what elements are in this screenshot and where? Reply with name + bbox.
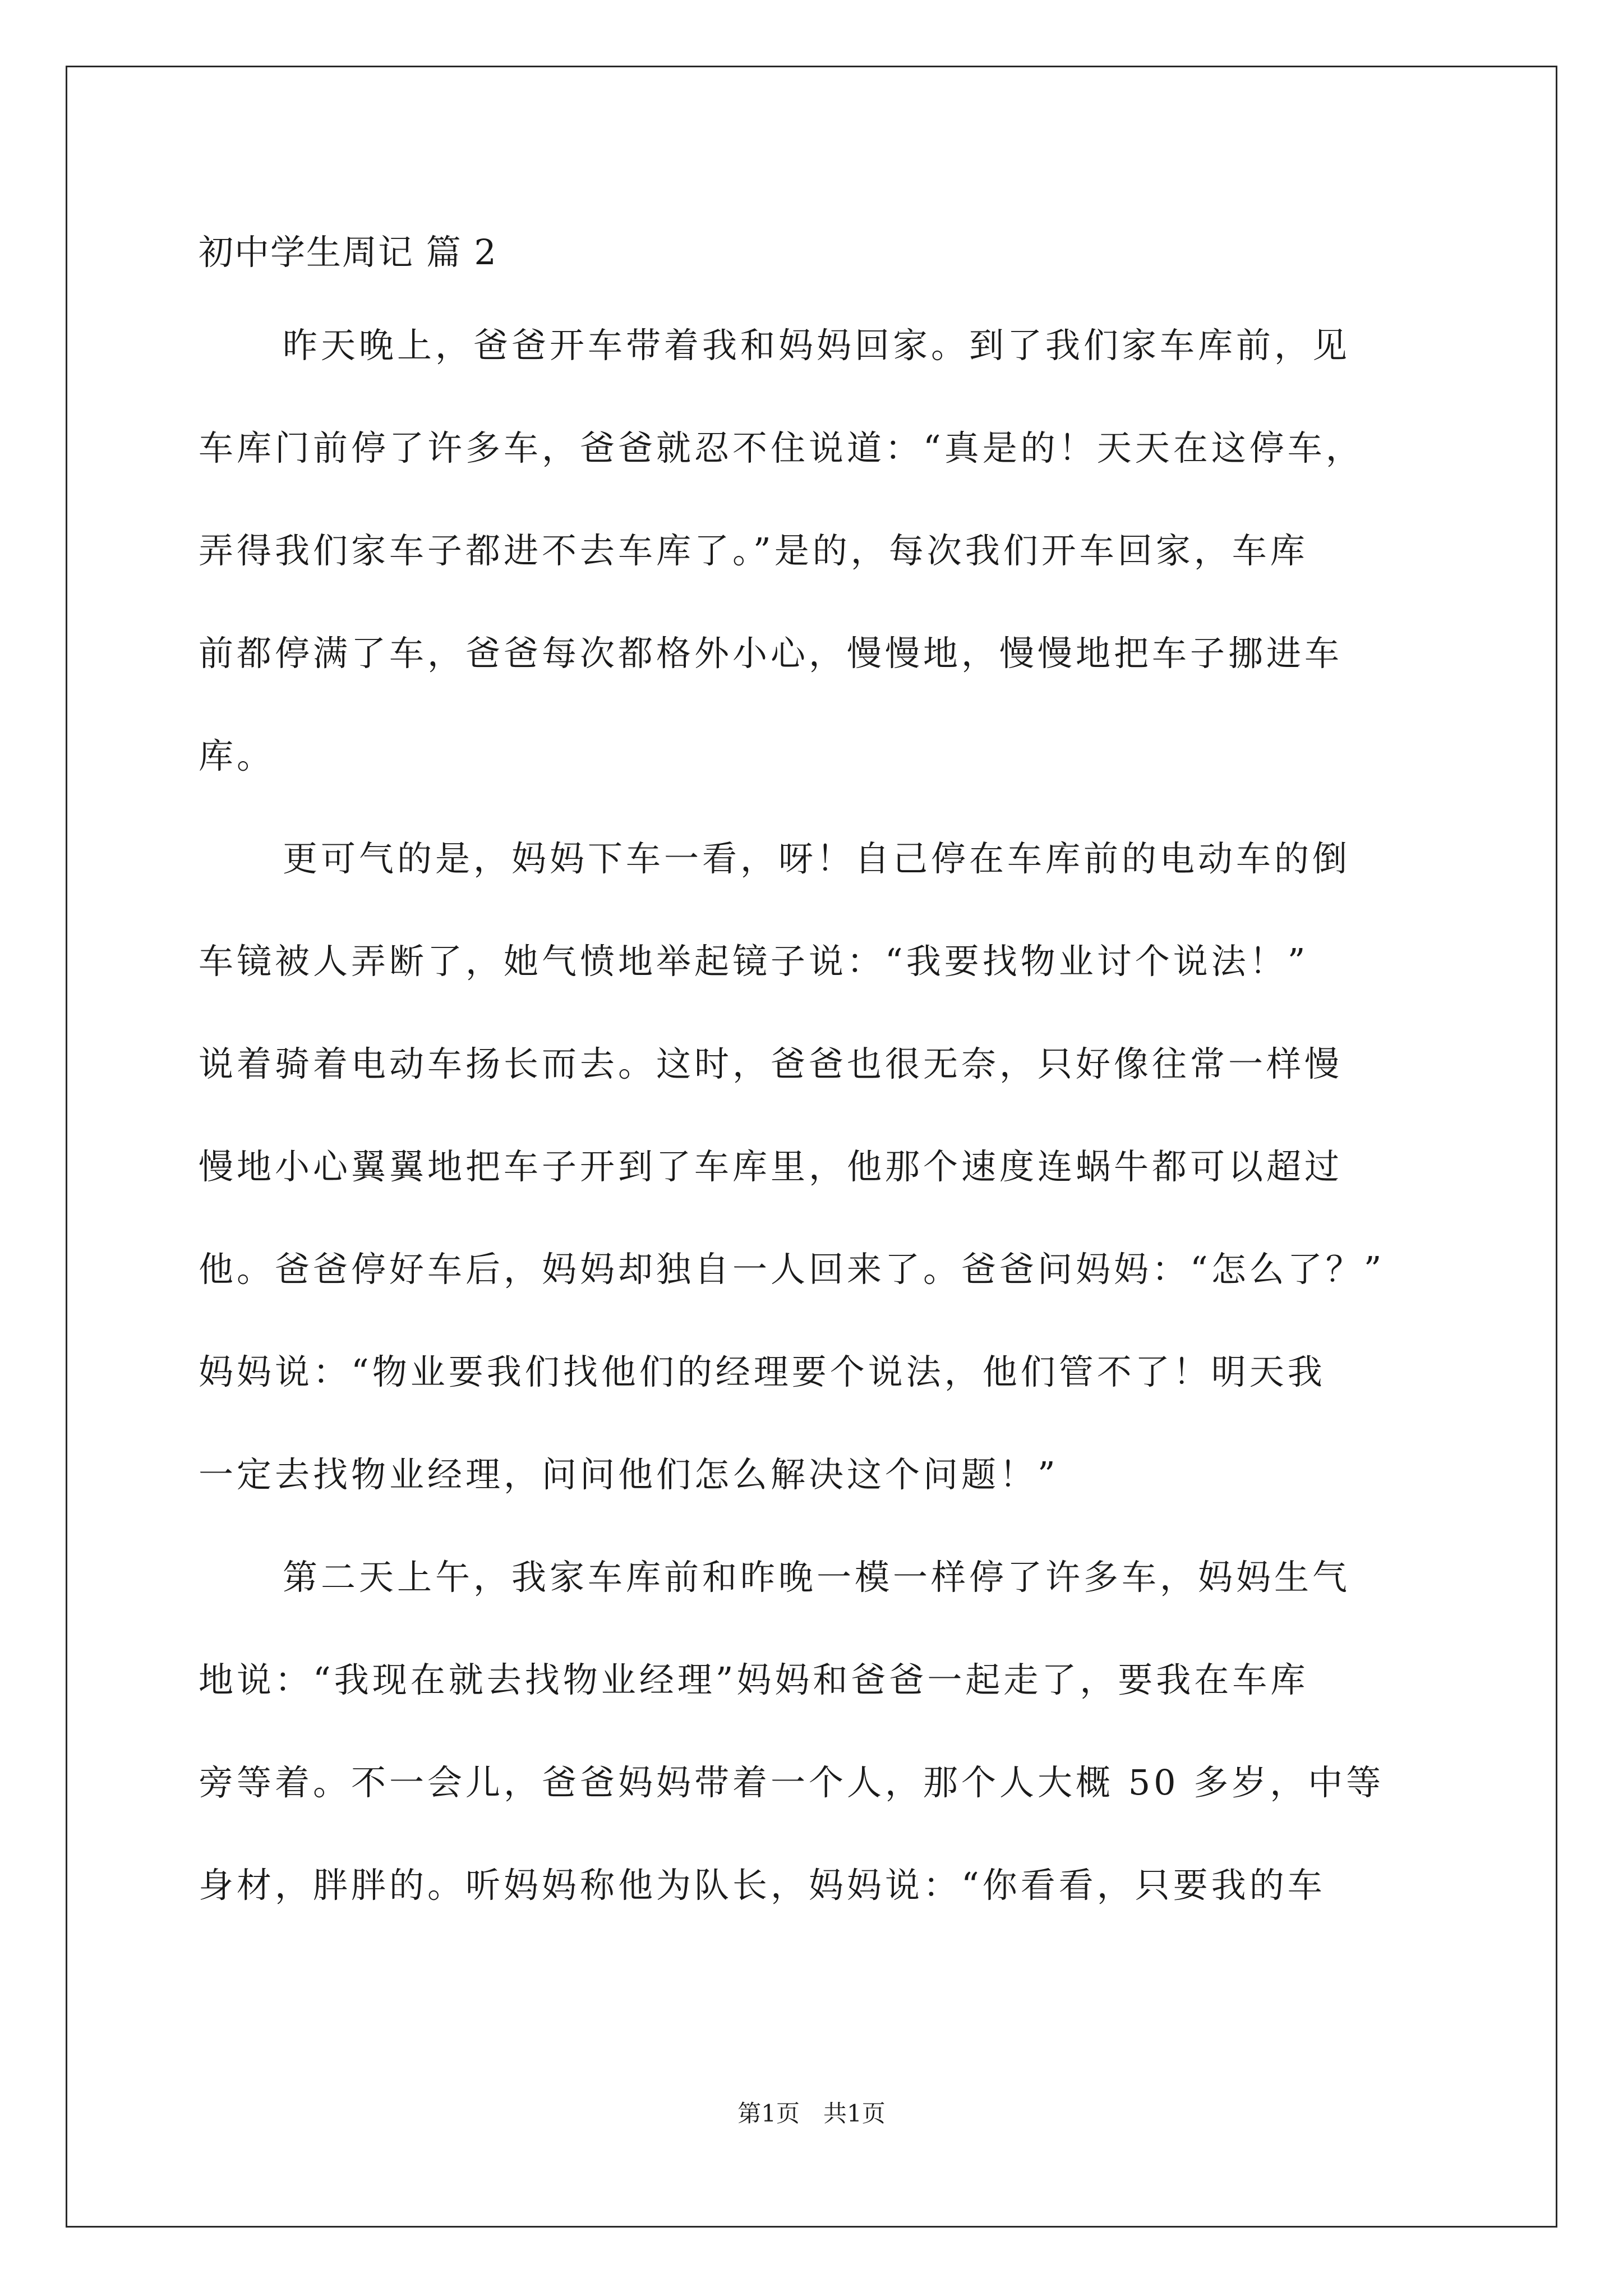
body-line: 车库门前停了许多车，爸爸就忍不住说道：“真是的！天天在这停车， — [199, 427, 1364, 468]
body-line: 弄得我们家车子都进不去车库了。”是的，每次我们开车回家，车库 — [199, 530, 1308, 571]
body-line: 慢地小心翼翼地把车子开到了车库里，他那个速度连蜗牛都可以超过 — [199, 1146, 1343, 1187]
body-line: 第二天上午，我家车库前和昨晚一模一样停了许多车，妈妈生气 — [283, 1557, 1351, 1598]
document-title: 初中学生周记 篇 2 — [199, 232, 497, 273]
body-line: 车镜被人弄断了，她气愤地举起镜子说：“我要找物业讨个说法！” — [199, 941, 1309, 982]
body-line: 一定去找物业经理，问问他们怎么解决这个问题！” — [199, 1454, 1059, 1495]
body-line: 旁等着。不一会儿，爸爸妈妈带着一个人，那个人大概 50 多岁，中等 — [199, 1762, 1385, 1803]
body-line: 昨天晚上，爸爸开车带着我和妈妈回家。到了我们家车库前，见 — [283, 325, 1351, 366]
body-line: 他。爸爸停好车后，妈妈却独自一人回来了。爸爸问妈妈：“怎么了？” — [199, 1249, 1385, 1290]
body-line: 更可气的是，妈妈下车一看，呀！自己停在车库前的电动车的倒 — [283, 838, 1351, 879]
body-line: 前都停满了车，爸爸每次都格外小心，慢慢地，慢慢地把车子挪进车 — [199, 633, 1343, 674]
body-line: 身材，胖胖的。听妈妈称他为队长，妈妈说：“你看看，只要我的车 — [199, 1865, 1326, 1906]
page-footer: 第1页 共1页 — [737, 2100, 886, 2127]
body-line: 妈妈说：“物业要我们找他们的经理要个说法，他们管不了！明天我 — [199, 1351, 1326, 1392]
body-line: 说着骑着电动车扬长而去。这时，爸爸也很无奈，只好像往常一样慢 — [199, 1043, 1343, 1084]
body-line: 地说：“我现在就去找物业经理”妈妈和爸爸一起走了，要我在车库 — [199, 1659, 1309, 1700]
body-line: 库。 — [199, 735, 275, 776]
